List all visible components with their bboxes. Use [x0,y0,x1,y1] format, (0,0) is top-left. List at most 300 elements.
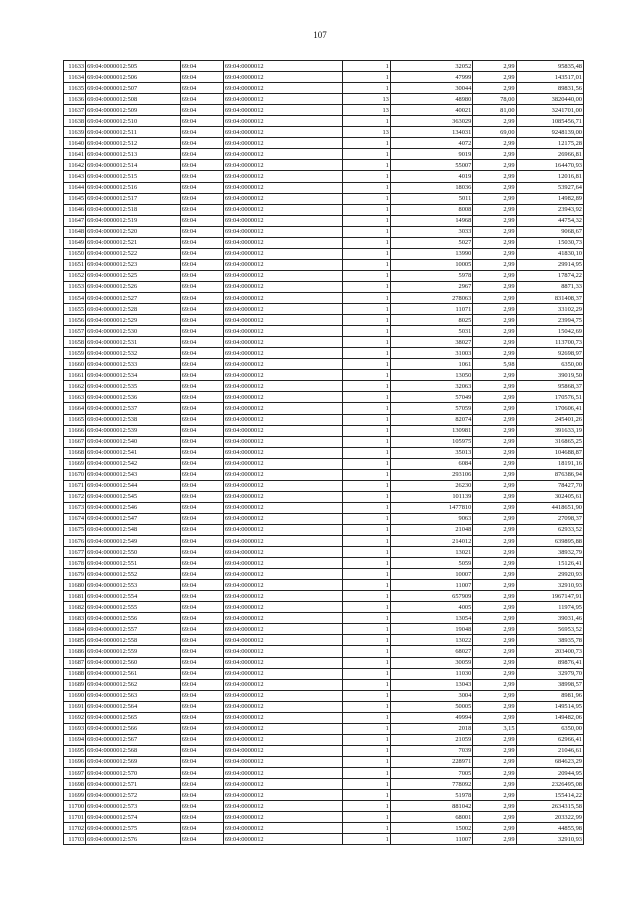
specific-value-cell: 2,99 [473,524,516,535]
cadastral-value-cell: 27098,37 [516,513,583,524]
table-row [64,370,584,381]
cadastral-number-cell: 69:04:0000012:516 [86,182,181,193]
table-row [64,823,584,834]
row-number-cell: 11684 [64,624,86,635]
table-row [64,745,584,756]
group-code-cell: 1 [342,491,390,502]
specific-value-cell: 2,99 [473,447,516,458]
table-row [64,94,584,105]
row-number-cell: 11665 [64,414,86,425]
group-code-cell: 1 [342,193,390,204]
group-code-cell: 1 [342,259,390,270]
cadastral-number-cell: 69:04:0000012:571 [86,779,181,790]
area-cell: 214012 [390,536,472,547]
row-number-cell: 11662 [64,381,86,392]
cadastral-value-cell: 32979,70 [516,668,583,679]
cadastral-number-cell: 69:04:0000012:526 [86,281,181,292]
area-cell: 30044 [390,83,472,94]
cadastral-number-cell: 69:04:0000012:528 [86,304,181,315]
specific-value-cell: 2,99 [473,624,516,635]
cadastral-value-cell: 38935,78 [516,635,583,646]
group-code-cell: 1 [342,536,390,547]
cadastral-quarter-cell: 69:04:0000012 [223,105,342,116]
row-number-cell: 11698 [64,779,86,790]
row-number-cell: 11679 [64,569,86,580]
table-row [64,801,584,812]
specific-value-cell: 2,99 [473,536,516,547]
cadastral-value-cell: 8871,33 [516,281,583,292]
cadastral-district-cell: 69:04 [180,613,223,624]
cadastral-number-cell: 69:04:0000012:556 [86,613,181,624]
specific-value-cell: 2,99 [473,304,516,315]
area-cell: 5011 [390,193,472,204]
group-code-cell: 1 [342,646,390,657]
table-row [64,779,584,790]
table-row [64,281,584,292]
row-number-cell: 11643 [64,171,86,182]
row-number-cell: 11699 [64,790,86,801]
row-number-cell: 11656 [64,315,86,326]
cadastral-number-cell: 69:04:0000012:510 [86,116,181,127]
cadastral-number-cell: 69:04:0000012:518 [86,204,181,215]
cadastral-number-cell: 69:04:0000012:574 [86,812,181,823]
cadastral-number-cell: 69:04:0000012:552 [86,569,181,580]
cadastral-district-cell: 69:04 [180,370,223,381]
cadastral-district-cell: 69:04 [180,635,223,646]
cadastral-value-cell: 11974,95 [516,602,583,613]
cadastral-quarter-cell: 69:04:0000012 [223,193,342,204]
cadastral-value-cell: 1085456,71 [516,116,583,127]
cadastral-number-cell: 69:04:0000012:533 [86,359,181,370]
table-body [64,61,584,845]
cadastral-district-cell: 69:04 [180,690,223,701]
area-cell: 13054 [390,613,472,624]
cadastral-value-cell: 831408,37 [516,292,583,303]
cadastral-quarter-cell: 69:04:0000012 [223,779,342,790]
area-cell: 4072 [390,138,472,149]
specific-value-cell: 2,99 [473,779,516,790]
row-number-cell: 11690 [64,690,86,701]
row-number-cell: 11676 [64,536,86,547]
specific-value-cell: 2,99 [473,138,516,149]
cadastral-number-cell: 69:04:0000012:564 [86,701,181,712]
table-row [64,502,584,513]
cadastral-district-cell: 69:04 [180,558,223,569]
cadastral-number-cell: 69:04:0000012:568 [86,745,181,756]
row-number-cell: 11693 [64,723,86,734]
cadastral-district-cell: 69:04 [180,160,223,171]
row-number-cell: 11703 [64,834,86,845]
row-number-cell: 11653 [64,281,86,292]
cadastral-district-cell: 69:04 [180,72,223,83]
cadastral-number-cell: 69:04:0000012:563 [86,690,181,701]
specific-value-cell: 2,99 [473,502,516,513]
cadastral-value-cell: 95835,48 [516,61,583,72]
table-row [64,635,584,646]
cadastral-quarter-cell: 69:04:0000012 [223,315,342,326]
cadastral-number-cell: 69:04:0000012:517 [86,193,181,204]
row-number-cell: 11659 [64,348,86,359]
area-cell: 2018 [390,723,472,734]
table-row [64,436,584,447]
cadastral-number-cell: 69:04:0000012:514 [86,160,181,171]
cadastral-district-cell: 69:04 [180,712,223,723]
area-cell: 68001 [390,812,472,823]
cadastral-number-cell: 69:04:0000012:542 [86,458,181,469]
table-row [64,226,584,237]
cadastral-quarter-cell: 69:04:0000012 [223,458,342,469]
cadastral-value-cell: 143517,01 [516,72,583,83]
specific-value-cell: 2,99 [473,690,516,701]
cadastral-value-cell: 23943,92 [516,204,583,215]
row-number-cell: 11663 [64,392,86,403]
cadastral-quarter-cell: 69:04:0000012 [223,657,342,668]
area-cell: 778092 [390,779,472,790]
row-number-cell: 11701 [64,812,86,823]
group-code-cell: 1 [342,823,390,834]
cadastral-district-cell: 69:04 [180,491,223,502]
cadastral-number-cell: 69:04:0000012:553 [86,580,181,591]
row-number-cell: 11688 [64,668,86,679]
specific-value-cell: 2,99 [473,745,516,756]
cadastral-quarter-cell: 69:04:0000012 [223,646,342,657]
group-code-cell: 1 [342,756,390,767]
table-row [64,326,584,337]
cadastral-number-cell: 69:04:0000012:541 [86,447,181,458]
specific-value-cell: 2,99 [473,547,516,558]
table-row [64,237,584,248]
specific-value-cell: 2,99 [473,149,516,160]
cadastral-number-cell: 69:04:0000012:506 [86,72,181,83]
cadastral-value-cell: 149514,95 [516,701,583,712]
table-row [64,83,584,94]
cadastral-district-cell: 69:04 [180,602,223,613]
cadastral-number-cell: 69:04:0000012:544 [86,480,181,491]
cadastral-district-cell: 69:04 [180,734,223,745]
cadastral-value-cell: 203400,73 [516,646,583,657]
cadastral-quarter-cell: 69:04:0000012 [223,513,342,524]
cadastral-district-cell: 69:04 [180,61,223,72]
cadastral-number-cell: 69:04:0000012:523 [86,259,181,270]
group-code-cell: 1 [342,436,390,447]
table-row [64,690,584,701]
area-cell: 18036 [390,182,472,193]
area-cell: 105975 [390,436,472,447]
group-code-cell: 1 [342,558,390,569]
cadastral-number-cell: 69:04:0000012:512 [86,138,181,149]
row-number-cell: 11667 [64,436,86,447]
specific-value-cell: 2,99 [473,458,516,469]
row-number-cell: 11674 [64,513,86,524]
cadastral-quarter-cell: 69:04:0000012 [223,425,342,436]
table-row [64,259,584,270]
cadastral-value-cell: 9068,67 [516,226,583,237]
row-number-cell: 11646 [64,204,86,215]
group-code-cell: 1 [342,61,390,72]
row-number-cell: 11686 [64,646,86,657]
cadastral-quarter-cell: 69:04:0000012 [223,635,342,646]
table-row [64,138,584,149]
group-code-cell: 1 [342,613,390,624]
cadastral-district-cell: 69:04 [180,624,223,635]
cadastral-quarter-cell: 69:04:0000012 [223,392,342,403]
cadastral-quarter-cell: 69:04:0000012 [223,94,342,105]
group-code-cell: 1 [342,624,390,635]
table-row [64,348,584,359]
cadastral-quarter-cell: 69:04:0000012 [223,348,342,359]
cadastral-value-cell: 164470,93 [516,160,583,171]
specific-value-cell: 2,99 [473,668,516,679]
cadastral-number-cell: 69:04:0000012:511 [86,127,181,138]
area-cell: 8008 [390,204,472,215]
specific-value-cell: 2,99 [473,182,516,193]
table-row [64,72,584,83]
area-cell: 10007 [390,569,472,580]
group-code-cell: 1 [342,381,390,392]
table-row [64,403,584,414]
area-cell: 5031 [390,326,472,337]
cadastral-quarter-cell: 69:04:0000012 [223,447,342,458]
specific-value-cell: 2,99 [473,160,516,171]
specific-value-cell: 78,00 [473,94,516,105]
cadastral-district-cell: 69:04 [180,270,223,281]
area-cell: 82074 [390,414,472,425]
table-row [64,193,584,204]
cadastral-number-cell: 69:04:0000012:569 [86,756,181,767]
cadastral-number-cell: 69:04:0000012:575 [86,823,181,834]
specific-value-cell: 2,99 [473,292,516,303]
table-row [64,524,584,535]
area-cell: 293106 [390,469,472,480]
table-row [64,171,584,182]
table-row [64,425,584,436]
group-code-cell: 1 [342,392,390,403]
specific-value-cell: 2,99 [473,436,516,447]
group-code-cell: 1 [342,524,390,535]
row-number-cell: 11644 [64,182,86,193]
table-row [64,480,584,491]
table-row [64,712,584,723]
cadastral-number-cell: 69:04:0000012:547 [86,513,181,524]
row-number-cell: 11657 [64,326,86,337]
cadastral-number-cell: 69:04:0000012:543 [86,469,181,480]
cadastral-quarter-cell: 69:04:0000012 [223,61,342,72]
cadastral-value-cell: 149482,06 [516,712,583,723]
cadastral-number-cell: 69:04:0000012:505 [86,61,181,72]
specific-value-cell: 2,99 [473,381,516,392]
cadastral-number-cell: 69:04:0000012:538 [86,414,181,425]
cadastral-quarter-cell: 69:04:0000012 [223,281,342,292]
cadastral-value-cell: 62966,41 [516,734,583,745]
table-row [64,834,584,845]
cadastral-district-cell: 69:04 [180,458,223,469]
area-cell: 1061 [390,359,472,370]
cadastral-district-cell: 69:04 [180,226,223,237]
area-cell: 134031 [390,127,472,138]
row-number-cell: 11671 [64,480,86,491]
group-code-cell: 1 [342,513,390,524]
cadastral-number-cell: 69:04:0000012:537 [86,403,181,414]
cadastral-quarter-cell: 69:04:0000012 [223,160,342,171]
cadastral-value-cell: 39031,46 [516,613,583,624]
specific-value-cell: 2,99 [473,480,516,491]
area-cell: 130981 [390,425,472,436]
cadastral-number-cell: 69:04:0000012:520 [86,226,181,237]
table-row [64,602,584,613]
cadastral-quarter-cell: 69:04:0000012 [223,768,342,779]
row-number-cell: 11637 [64,105,86,116]
specific-value-cell: 2,99 [473,756,516,767]
row-number-cell: 11697 [64,768,86,779]
cadastral-district-cell: 69:04 [180,237,223,248]
cadastral-district-cell: 69:04 [180,182,223,193]
group-code-cell: 1 [342,304,390,315]
cadastral-quarter-cell: 69:04:0000012 [223,480,342,491]
cadastral-district-cell: 69:04 [180,105,223,116]
cadastral-district-cell: 69:04 [180,436,223,447]
area-cell: 21048 [390,524,472,535]
cadastral-quarter-cell: 69:04:0000012 [223,381,342,392]
cadastral-number-cell: 69:04:0000012:558 [86,635,181,646]
table-row [64,580,584,591]
specific-value-cell: 2,99 [473,613,516,624]
cadastral-quarter-cell: 69:04:0000012 [223,580,342,591]
cadastral-district-cell: 69:04 [180,149,223,160]
cadastral-quarter-cell: 69:04:0000012 [223,823,342,834]
row-number-cell: 11636 [64,94,86,105]
cadastral-value-cell: 44855,98 [516,823,583,834]
cadastral-value-cell: 155414,22 [516,790,583,801]
cadastral-quarter-cell: 69:04:0000012 [223,790,342,801]
cadastral-quarter-cell: 69:04:0000012 [223,171,342,182]
cadastral-quarter-cell: 69:04:0000012 [223,668,342,679]
cadastral-district-cell: 69:04 [180,502,223,513]
table-row [64,536,584,547]
cadastral-number-cell: 69:04:0000012:545 [86,491,181,502]
group-code-cell: 1 [342,72,390,83]
group-code-cell: 1 [342,292,390,303]
cadastral-value-cell: 38998,57 [516,679,583,690]
specific-value-cell: 2,99 [473,215,516,226]
cadastral-district-cell: 69:04 [180,745,223,756]
cadastral-value-cell: 17874,22 [516,270,583,281]
area-cell: 228971 [390,756,472,767]
cadastral-number-cell: 69:04:0000012:532 [86,348,181,359]
specific-value-cell: 2,99 [473,679,516,690]
table-row [64,105,584,116]
area-cell: 1477810 [390,502,472,513]
cadastral-value-cell: 12175,28 [516,138,583,149]
group-code-cell: 13 [342,105,390,116]
cadastral-district-cell: 69:04 [180,657,223,668]
specific-value-cell: 2,99 [473,823,516,834]
area-cell: 55007 [390,160,472,171]
cadastral-quarter-cell: 69:04:0000012 [223,712,342,723]
group-code-cell: 1 [342,281,390,292]
cadastral-number-cell: 69:04:0000012:561 [86,668,181,679]
cadastral-district-cell: 69:04 [180,193,223,204]
cadastral-value-cell: 20944,95 [516,768,583,779]
row-number-cell: 11654 [64,292,86,303]
cadastral-value-cell: 203322,99 [516,812,583,823]
specific-value-cell: 2,99 [473,414,516,425]
cadastral-district-cell: 69:04 [180,138,223,149]
cadastral-quarter-cell: 69:04:0000012 [223,116,342,127]
cadastral-number-cell: 69:04:0000012:565 [86,712,181,723]
group-code-cell: 1 [342,160,390,171]
cadastral-district-cell: 69:04 [180,513,223,524]
cadastral-district-cell: 69:04 [180,414,223,425]
row-number-cell: 11681 [64,591,86,602]
row-number-cell: 11689 [64,679,86,690]
row-number-cell: 11683 [64,613,86,624]
table-row [64,359,584,370]
row-number-cell: 11639 [64,127,86,138]
cadastral-number-cell: 69:04:0000012:549 [86,536,181,547]
table-row [64,734,584,745]
cadastral-district-cell: 69:04 [180,812,223,823]
area-cell: 101139 [390,491,472,502]
cadastral-value-cell: 23994,75 [516,315,583,326]
table-row [64,558,584,569]
table-row [64,116,584,127]
cadastral-quarter-cell: 69:04:0000012 [223,237,342,248]
cadastral-number-cell: 69:04:0000012:557 [86,624,181,635]
group-code-cell: 1 [342,602,390,613]
cadastral-quarter-cell: 69:04:0000012 [223,259,342,270]
cadastral-quarter-cell: 69:04:0000012 [223,326,342,337]
row-number-cell: 11668 [64,447,86,458]
area-cell: 47999 [390,72,472,83]
area-cell: 35013 [390,447,472,458]
table-row [64,149,584,160]
cadastral-quarter-cell: 69:04:0000012 [223,536,342,547]
group-code-cell: 1 [342,690,390,701]
area-cell: 32063 [390,381,472,392]
row-number-cell: 11691 [64,701,86,712]
specific-value-cell: 2,99 [473,171,516,182]
cadastral-district-cell: 69:04 [180,127,223,138]
cadastral-value-cell: 33102,29 [516,304,583,315]
area-cell: 881042 [390,801,472,812]
area-cell: 5059 [390,558,472,569]
specific-value-cell: 2,99 [473,226,516,237]
cadastral-quarter-cell: 69:04:0000012 [223,337,342,348]
group-code-cell: 1 [342,215,390,226]
area-cell: 14968 [390,215,472,226]
row-number-cell: 11634 [64,72,86,83]
area-cell: 8025 [390,315,472,326]
group-code-cell: 1 [342,547,390,558]
cadastral-quarter-cell: 69:04:0000012 [223,149,342,160]
area-cell: 40021 [390,105,472,116]
page-number: 107 [313,30,327,40]
group-code-cell: 1 [342,414,390,425]
cadastral-quarter-cell: 69:04:0000012 [223,138,342,149]
cadastral-value-cell: 21046,61 [516,745,583,756]
specific-value-cell: 2,99 [473,558,516,569]
group-code-cell: 1 [342,447,390,458]
area-cell: 6084 [390,458,472,469]
row-number-cell: 11678 [64,558,86,569]
cadastral-number-cell: 69:04:0000012:540 [86,436,181,447]
group-code-cell: 1 [342,768,390,779]
group-code-cell: 1 [342,812,390,823]
table-row [64,547,584,558]
group-code-cell: 1 [342,326,390,337]
group-code-cell: 1 [342,138,390,149]
group-code-cell: 1 [342,745,390,756]
